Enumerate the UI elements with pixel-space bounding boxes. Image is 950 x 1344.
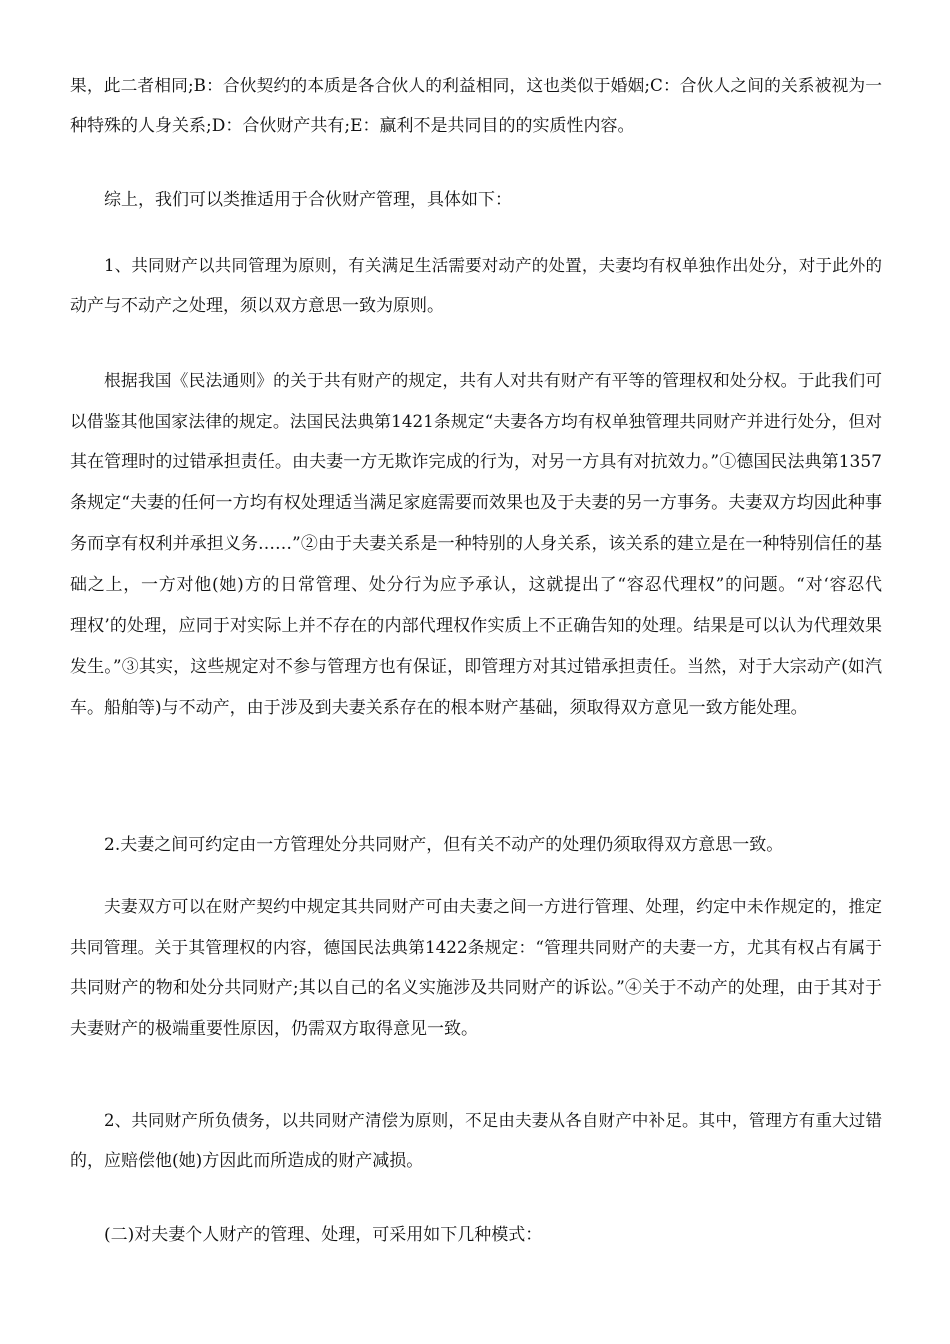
text-line: 2.夫妻之间可约定由一方管理处分共同财产，但有关不动产的处理仍须取得双方意思一致。 bbox=[104, 835, 784, 855]
text-line: 发生。”③其实，这些规定对不参与管理方也有保证，即管理方对其过错承担责任。当然，对于大宗动产(如汽 bbox=[70, 657, 882, 677]
paragraph bbox=[70, 1100, 882, 1182]
text-line: 综上，我们可以类推适用于合伙财产管理，具体如下： bbox=[104, 190, 512, 210]
text-line: 共同财产的物和处分共同财产;其以自己的名义实施涉及共同财产的诉讼。”④关于不动产的处理，由于其对于 bbox=[70, 978, 882, 998]
text-line: 的，应赔偿他(她)方因此而所造成的财产减损。 bbox=[70, 1151, 424, 1171]
paragraph bbox=[70, 180, 882, 221]
text-line: 条规定“夫妻的任何一方均有权处理适当满足家庭需要而效果也及于夫妻的另一方事务。夫妻双方均因此种事 bbox=[70, 493, 882, 513]
paragraph bbox=[70, 1215, 882, 1256]
text-line: 础之上，一方对他(她)方的日常管理、处分行为应予承认，这就提出了“容忍代理权”的问题。“对‘容忍代 bbox=[70, 575, 882, 595]
text-line: 务而享有权利并承担义务……”②由于夫妻关系是一种特别的人身关系，该关系的建立是在一种特别信任的基 bbox=[70, 534, 882, 554]
paragraph bbox=[70, 360, 882, 729]
text-line: 动产与不动产之处理，须以双方意思一致为原则。 bbox=[70, 296, 444, 316]
text-line: 种特殊的人身关系;D：合伙财产共有;E：赢利不是共同目的的实质性内容。 bbox=[70, 116, 635, 136]
text-line: 理权’的处理，应同于对实际上并不存在的内部代理权作实质上不正确告知的处理。结果是可以认为代理效果 bbox=[70, 616, 882, 636]
text-line: 车。船舶等)与不动产，由于涉及到夫妻关系存在的根本财产基础，须取得双方意见一致方能处理。 bbox=[70, 698, 808, 718]
text-line: 共同管理。关于其管理权的内容，德国民法典第1422条规定：“管理共同财产的夫妻一方，尤其有权占有属于 bbox=[70, 937, 882, 957]
text-line: 果，此二者相同;B：合伙契约的本质是各合伙人的利益相同，这也类似于婚姻;C：合伙人之间的关系被视为一 bbox=[70, 75, 882, 95]
text-line: 夫妻财产的极端重要性原因，仍需双方取得意见一致。 bbox=[70, 1019, 478, 1039]
text-line: 夫妻双方可以在财产契约中规定其共同财产可由夫妻之间一方进行管理、处理，约定中未作规定的，推定 bbox=[104, 896, 882, 916]
text-line: (二)对夫妻个人财产的管理、处理，可采用如下几种模式： bbox=[104, 1225, 543, 1245]
text-line: 根据我国《民法通则》的关于共有财产的规定，共有人对共有财产有平等的管理权和处分权。于此我们可 bbox=[104, 370, 882, 390]
text-line: 其在管理时的过错承担责任。由夫妻一方无欺诈完成的行为，对另一方具有对抗效力。”①德国民法典第1357 bbox=[70, 452, 882, 472]
paragraph bbox=[70, 245, 882, 327]
paragraph bbox=[70, 65, 882, 147]
text-line: 以借鉴其他国家法律的规定。法国民法典第1421条规定“夫妻各方均有权单独管理共同财产并进行处分，但对 bbox=[70, 411, 882, 431]
paragraph bbox=[70, 886, 882, 1050]
text-line: 1、共同财产以共同管理为原则，有关满足生活需要对动产的处置，夫妻均有权单独作出处分，对于此外的 bbox=[104, 256, 882, 275]
paragraph bbox=[70, 825, 882, 866]
text-line: 2、共同财产所负债务，以共同财产清偿为原则，不足由夫妻从各自财产中补足。其中，管理方有重大过错 bbox=[104, 1111, 882, 1130]
